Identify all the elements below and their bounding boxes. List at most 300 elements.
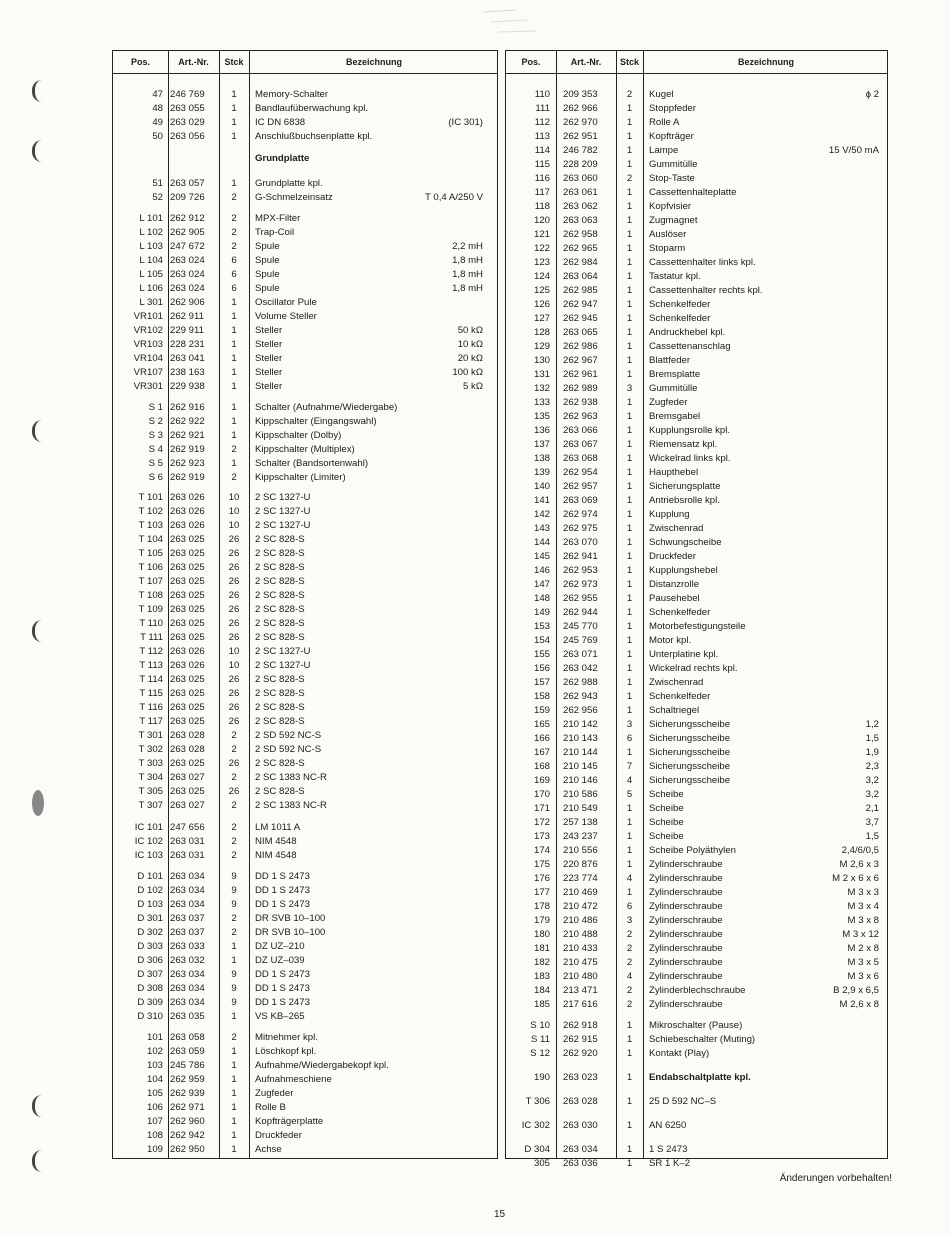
quantity: 1 <box>626 425 633 436</box>
article-number: 263 034 <box>170 885 205 896</box>
part-position: 129 <box>533 341 550 352</box>
table-row <box>506 620 887 634</box>
part-position: 116 <box>534 173 550 184</box>
table-row <box>113 835 497 849</box>
table-row <box>506 914 887 928</box>
article-number: 263 065 <box>563 327 598 338</box>
quantity: 26 <box>228 590 240 601</box>
article-number: 263 064 <box>563 271 598 282</box>
part-description: Sicherungsscheibe <box>649 733 731 744</box>
quantity: 2 <box>231 213 237 224</box>
part-description: Zugfeder <box>649 397 688 408</box>
part-description: DD 1 S 2473 <box>255 899 310 910</box>
quantity: 9 <box>231 871 237 882</box>
table-row <box>113 1010 497 1024</box>
article-number: 262 905 <box>170 227 205 238</box>
quantity: 3 <box>626 719 633 730</box>
part-description: 2 SC 1383 NC-R <box>255 800 327 811</box>
binder-hole <box>32 1150 49 1172</box>
part-description: AN 6250 <box>649 1120 687 1131</box>
article-number: 263 027 <box>170 800 205 811</box>
article-number: 210 144 <box>563 747 598 758</box>
quantity: 6 <box>626 901 633 912</box>
part-description: Anschlußbuchsenplatte kpl. <box>255 131 373 142</box>
part-description: Schwungscheibe <box>649 537 722 548</box>
article-number: 247 672 <box>170 241 205 252</box>
parts-table-right <box>505 50 888 1169</box>
table-row <box>506 284 887 298</box>
article-number: 263 034 <box>170 983 205 994</box>
part-description: Haupthebel <box>649 467 699 478</box>
table-row <box>113 1059 497 1073</box>
article-number: 262 953 <box>563 565 598 576</box>
quantity: 1 <box>626 271 633 282</box>
quantity: 1 <box>626 1120 633 1131</box>
table-row <box>113 1115 497 1129</box>
table-row <box>113 1129 497 1143</box>
header-pos: Pos. <box>521 57 541 67</box>
table-row <box>506 578 887 592</box>
table-row <box>506 1119 887 1133</box>
part-position: S 11 <box>530 1034 550 1045</box>
part-description: Bandlaufüberwachung kpl. <box>255 103 369 114</box>
part-position: VR301 <box>133 381 163 392</box>
table-row <box>506 172 887 186</box>
part-position: 143 <box>533 523 550 534</box>
quantity: 4 <box>626 873 633 884</box>
part-value: 3,7 <box>865 817 879 828</box>
quantity: 2 <box>231 927 237 938</box>
part-position: 178 <box>533 901 550 912</box>
part-position: 140 <box>533 481 550 492</box>
part-position: 111 <box>535 103 550 114</box>
part-value: M 3 x 4 <box>847 901 879 912</box>
article-number: 262 975 <box>563 523 598 534</box>
part-description: Wickelrad rechts kpl. <box>649 663 738 674</box>
part-value: 2,1 <box>865 803 879 814</box>
part-position: 128 <box>533 327 550 338</box>
quantity: 2 <box>231 472 237 483</box>
article-number: 262 916 <box>170 402 205 413</box>
quantity: 1 <box>626 243 633 254</box>
article-number: 263 025 <box>170 604 205 615</box>
part-position: 132 <box>533 383 550 394</box>
part-value: M 3 x 12 <box>842 929 879 940</box>
article-number: 262 906 <box>170 297 205 308</box>
part-description: 2 SC 1327-U <box>255 660 311 671</box>
part-position: 169 <box>533 775 550 786</box>
part-value: 1,8 mH <box>452 283 483 294</box>
article-number: 263 025 <box>170 632 205 643</box>
page-number: 15 <box>494 1209 506 1220</box>
quantity: 1 <box>626 257 633 268</box>
part-value: 1,5 <box>865 831 879 842</box>
part-description: Zylinderblechschraube <box>649 985 746 996</box>
scan-smudge <box>478 4 538 38</box>
part-position: 190 <box>533 1072 550 1083</box>
quantity: 1 <box>231 381 237 392</box>
article-number: 263 062 <box>563 201 598 212</box>
quantity: 1 <box>626 803 633 814</box>
part-description: Spule <box>255 269 280 280</box>
part-position: 174 <box>533 845 550 856</box>
article-number: 210 486 <box>563 915 598 926</box>
part-position: 158 <box>533 691 550 702</box>
table-row <box>113 996 497 1010</box>
article-number: 263 071 <box>563 649 598 660</box>
part-position: T 104 <box>138 534 163 545</box>
part-description: Steller <box>255 353 283 364</box>
article-number: 210 556 <box>563 845 598 856</box>
part-description: 2 SC 828-S <box>255 632 305 643</box>
quantity: 2 <box>626 999 633 1010</box>
part-description: Distanzrolle <box>649 579 700 590</box>
part-description: 2 SC 828-S <box>255 548 305 559</box>
quantity: 6 <box>231 255 237 266</box>
table-row <box>113 898 497 912</box>
part-position: 117 <box>534 187 550 198</box>
table-row <box>506 494 887 508</box>
article-number: 262 954 <box>563 467 598 478</box>
part-description: 2 SC 828-S <box>255 786 305 797</box>
part-description: Kippschalter (Limiter) <box>255 472 346 483</box>
table-row <box>113 116 497 130</box>
article-number: 263 063 <box>563 215 598 226</box>
article-number: 263 057 <box>170 178 205 189</box>
article-number: 263 030 <box>563 1120 598 1131</box>
article-number: 262 922 <box>170 416 205 427</box>
part-description: Pausehebel <box>649 593 700 604</box>
part-description: Aufnahmeschiene <box>255 1074 332 1085</box>
part-position: 104 <box>146 1074 163 1085</box>
quantity: 2 <box>626 89 633 100</box>
table-row <box>506 1095 887 1109</box>
quantity: 2 <box>231 913 237 924</box>
part-position: 145 <box>533 551 550 562</box>
part-position: T 112 <box>139 646 163 657</box>
part-position: T 109 <box>138 604 163 615</box>
part-position: 170 <box>533 789 550 800</box>
table-row <box>113 561 497 575</box>
table-row <box>506 368 887 382</box>
part-description: Endabschaltplatte kpl. <box>649 1072 751 1083</box>
part-description: Tastatur kpl. <box>649 271 701 282</box>
part-position: T 306 <box>525 1096 550 1107</box>
binder-holes <box>18 0 48 1234</box>
table-row <box>113 1087 497 1101</box>
article-number: 220 876 <box>563 859 598 870</box>
part-description: Mitnehmer kpl. <box>255 1032 318 1043</box>
quantity: 1 <box>626 887 633 898</box>
part-position: D 309 <box>137 997 163 1008</box>
quantity: 1 <box>626 1144 633 1155</box>
part-value: 1,9 <box>865 747 879 758</box>
quantity: 26 <box>228 534 240 545</box>
part-description: Sicherungsscheibe <box>649 719 731 730</box>
quantity: 9 <box>231 899 237 910</box>
part-position: 118 <box>534 201 550 212</box>
part-position: S 10 <box>530 1020 550 1031</box>
quantity: 1 <box>626 215 633 226</box>
table-row <box>113 785 497 799</box>
part-description: VS KB–265 <box>255 1011 305 1022</box>
table-row <box>113 443 497 457</box>
table-row <box>506 872 887 886</box>
part-description: DD 1 S 2473 <box>255 885 310 896</box>
part-description: Scheibe <box>649 831 684 842</box>
part-position: IC 103 <box>134 850 163 861</box>
part-position: VR107 <box>133 367 163 378</box>
part-description: Zylinderschraube <box>649 901 723 912</box>
article-number: 263 035 <box>170 1011 205 1022</box>
article-number: 263 023 <box>563 1072 598 1083</box>
part-description: DD 1 S 2473 <box>255 997 310 1008</box>
quantity: 1 <box>626 341 633 352</box>
binder-hole <box>32 420 49 442</box>
part-position: T 111 <box>140 632 163 643</box>
article-number: 263 059 <box>170 1046 205 1057</box>
part-description: Steller <box>255 339 283 350</box>
quantity: 1 <box>626 299 633 310</box>
article-number: 210 143 <box>563 733 598 744</box>
quantity: 1 <box>626 537 633 548</box>
part-description: LM 1011 A <box>255 822 301 833</box>
quantity: 26 <box>228 548 240 559</box>
part-description: Scheibe <box>649 817 684 828</box>
part-description: Cassettenhalter rechts kpl. <box>649 285 763 296</box>
part-position: 102 <box>146 1046 163 1057</box>
article-number: 262 945 <box>563 313 598 324</box>
part-description: Motor kpl. <box>649 635 692 646</box>
part-description: Kopfträgerplatte <box>255 1116 324 1127</box>
quantity: 1 <box>626 747 633 758</box>
table-row <box>113 240 497 254</box>
table-row <box>113 338 497 352</box>
part-position: IC 101 <box>134 822 163 833</box>
part-description: Sicherungsplatte <box>649 481 721 492</box>
part-value: 1,2 <box>865 719 879 730</box>
article-number: 262 951 <box>563 131 598 142</box>
part-description: Grundplatte <box>255 153 310 164</box>
table-row <box>506 662 887 676</box>
part-position: 101 <box>146 1032 163 1043</box>
part-value: M 3 x 3 <box>847 887 879 898</box>
table-row <box>113 673 497 687</box>
table-row <box>506 732 887 746</box>
part-description: Zylinderschraube <box>649 971 723 982</box>
table-row <box>506 242 887 256</box>
quantity: 2 <box>626 943 633 954</box>
part-description: IC DN 6838 <box>255 117 306 128</box>
part-description: Cassettenhalter links kpl. <box>649 257 756 268</box>
table-row <box>506 676 887 690</box>
quantity: 1 <box>626 201 633 212</box>
part-description: NIM 4548 <box>255 836 297 847</box>
table-row <box>113 771 497 785</box>
quantity: 1 <box>626 313 633 324</box>
table-row <box>506 536 887 550</box>
quantity: 6 <box>231 269 237 280</box>
part-position: 171 <box>533 803 550 814</box>
part-position: 176 <box>533 873 550 884</box>
table-row <box>506 746 887 760</box>
quantity: 9 <box>231 983 237 994</box>
part-position: IC 302 <box>521 1120 550 1131</box>
part-description: Zylinderschraube <box>649 999 723 1010</box>
part-description: DD 1 S 2473 <box>255 983 310 994</box>
header-art: Art.-Nr. <box>178 57 209 67</box>
table-row <box>506 928 887 942</box>
part-position: 136 <box>533 425 550 436</box>
part-position: 181 <box>533 943 550 954</box>
part-value: 3,2 <box>865 775 879 786</box>
table-row <box>506 158 887 172</box>
part-position: 173 <box>533 831 550 842</box>
part-description: Schenkelfeder <box>649 607 711 618</box>
quantity: 2 <box>231 836 237 847</box>
part-description: Antriebsrolle kpl. <box>649 495 720 506</box>
article-number: 262 963 <box>563 411 598 422</box>
article-number: 263 041 <box>170 353 205 364</box>
article-number: 263 069 <box>563 495 598 506</box>
article-number: 262 984 <box>563 257 598 268</box>
table-row <box>113 617 497 631</box>
part-position: 183 <box>533 971 550 982</box>
table-row <box>506 970 887 984</box>
part-description: Schenkelfeder <box>649 299 711 310</box>
table-row <box>113 884 497 898</box>
part-value: 5 kΩ <box>463 381 483 392</box>
table-row <box>506 1143 887 1157</box>
quantity: 1 <box>231 311 237 322</box>
part-description: Löschkopf kpl. <box>255 1046 317 1057</box>
table-row <box>506 326 887 340</box>
part-position: T 110 <box>139 618 163 629</box>
article-number: 263 034 <box>170 899 205 910</box>
part-description: Scheibe Polyäthylen <box>649 845 736 856</box>
part-description: 2 SC 828-S <box>255 590 305 601</box>
part-position: 127 <box>533 313 550 324</box>
table-row <box>113 457 497 471</box>
part-description: DD 1 S 2473 <box>255 969 310 980</box>
quantity: 3 <box>626 383 633 394</box>
article-number: 263 025 <box>170 702 205 713</box>
article-number: 262 919 <box>170 444 205 455</box>
article-number: 263 066 <box>563 425 598 436</box>
part-description: DR SVB 10–100 <box>255 927 326 938</box>
header-pos: Pos. <box>130 57 150 67</box>
table-row <box>506 956 887 970</box>
quantity: 1 <box>626 677 633 688</box>
article-number: 262 920 <box>563 1048 598 1059</box>
table-row <box>506 718 887 732</box>
table-row <box>506 592 887 606</box>
part-position: VR102 <box>133 325 163 336</box>
quantity: 2 <box>231 772 237 783</box>
quantity: 1 <box>231 178 237 189</box>
part-description: Scheibe <box>649 789 684 800</box>
article-number: 262 970 <box>563 117 598 128</box>
table-row <box>113 380 497 394</box>
article-number: 243 237 <box>563 831 598 842</box>
article-number: 210 549 <box>563 803 598 814</box>
part-position: 130 <box>533 355 550 366</box>
quantity: 1 <box>626 579 633 590</box>
table-row <box>113 1073 497 1087</box>
quantity: 2 <box>231 744 237 755</box>
part-description: Blattfeder <box>649 355 691 366</box>
table-row <box>506 270 887 284</box>
quantity: 1 <box>626 691 633 702</box>
quantity: 10 <box>228 492 240 503</box>
quantity: 1 <box>626 1096 633 1107</box>
part-position: 175 <box>533 859 550 870</box>
part-description: Kugel <box>649 89 674 100</box>
part-description: 2 SC 828-S <box>255 562 305 573</box>
part-position: 123 <box>533 257 550 268</box>
quantity: 1 <box>626 285 633 296</box>
article-number: 263 025 <box>170 562 205 573</box>
article-number: 245 769 <box>563 635 598 646</box>
quantity: 1 <box>231 103 237 114</box>
article-number: 263 024 <box>170 283 205 294</box>
article-number: 263 028 <box>170 744 205 755</box>
part-position: 168 <box>533 761 550 772</box>
part-description: Schenkelfeder <box>649 691 711 702</box>
table-row <box>113 366 497 380</box>
quantity: 26 <box>228 674 240 685</box>
part-position: 105 <box>146 1088 163 1099</box>
table-row <box>506 788 887 802</box>
quantity: 1 <box>626 145 633 156</box>
part-description: Bremsplatte <box>649 369 701 380</box>
part-position: 139 <box>533 467 550 478</box>
quantity: 26 <box>228 562 240 573</box>
part-position: S 6 <box>148 472 163 483</box>
article-number: 262 986 <box>563 341 598 352</box>
article-number: 263 058 <box>170 1032 205 1043</box>
article-number: 262 985 <box>563 285 598 296</box>
quantity: 1 <box>626 1048 633 1059</box>
table-row <box>506 704 887 718</box>
quantity: 1 <box>626 509 633 520</box>
quantity: 1 <box>231 458 237 469</box>
quantity: 1 <box>626 1020 633 1031</box>
table-row <box>506 424 887 438</box>
part-position: 180 <box>533 929 550 940</box>
part-position: 125 <box>533 285 550 296</box>
article-number: 263 034 <box>170 969 205 980</box>
part-position: 124 <box>533 271 550 282</box>
part-description: Scheibe <box>649 803 684 814</box>
quantity: 6 <box>626 733 633 744</box>
table-row <box>113 282 497 296</box>
quantity: 1 <box>626 565 633 576</box>
part-position: 121 <box>533 229 550 240</box>
table-row <box>506 858 887 872</box>
quantity: 1 <box>231 89 237 100</box>
part-position: T 107 <box>138 576 163 587</box>
part-value: 1,8 mH <box>452 269 483 280</box>
part-description: Trap-Coil <box>255 227 295 238</box>
article-number: 263 056 <box>170 131 205 142</box>
table-row <box>506 200 887 214</box>
part-position: D 307 <box>137 969 163 980</box>
article-number: 263 060 <box>563 173 598 184</box>
quantity: 4 <box>626 971 633 982</box>
part-description: Druckfeder <box>649 551 696 562</box>
part-position: T 304 <box>138 772 163 783</box>
